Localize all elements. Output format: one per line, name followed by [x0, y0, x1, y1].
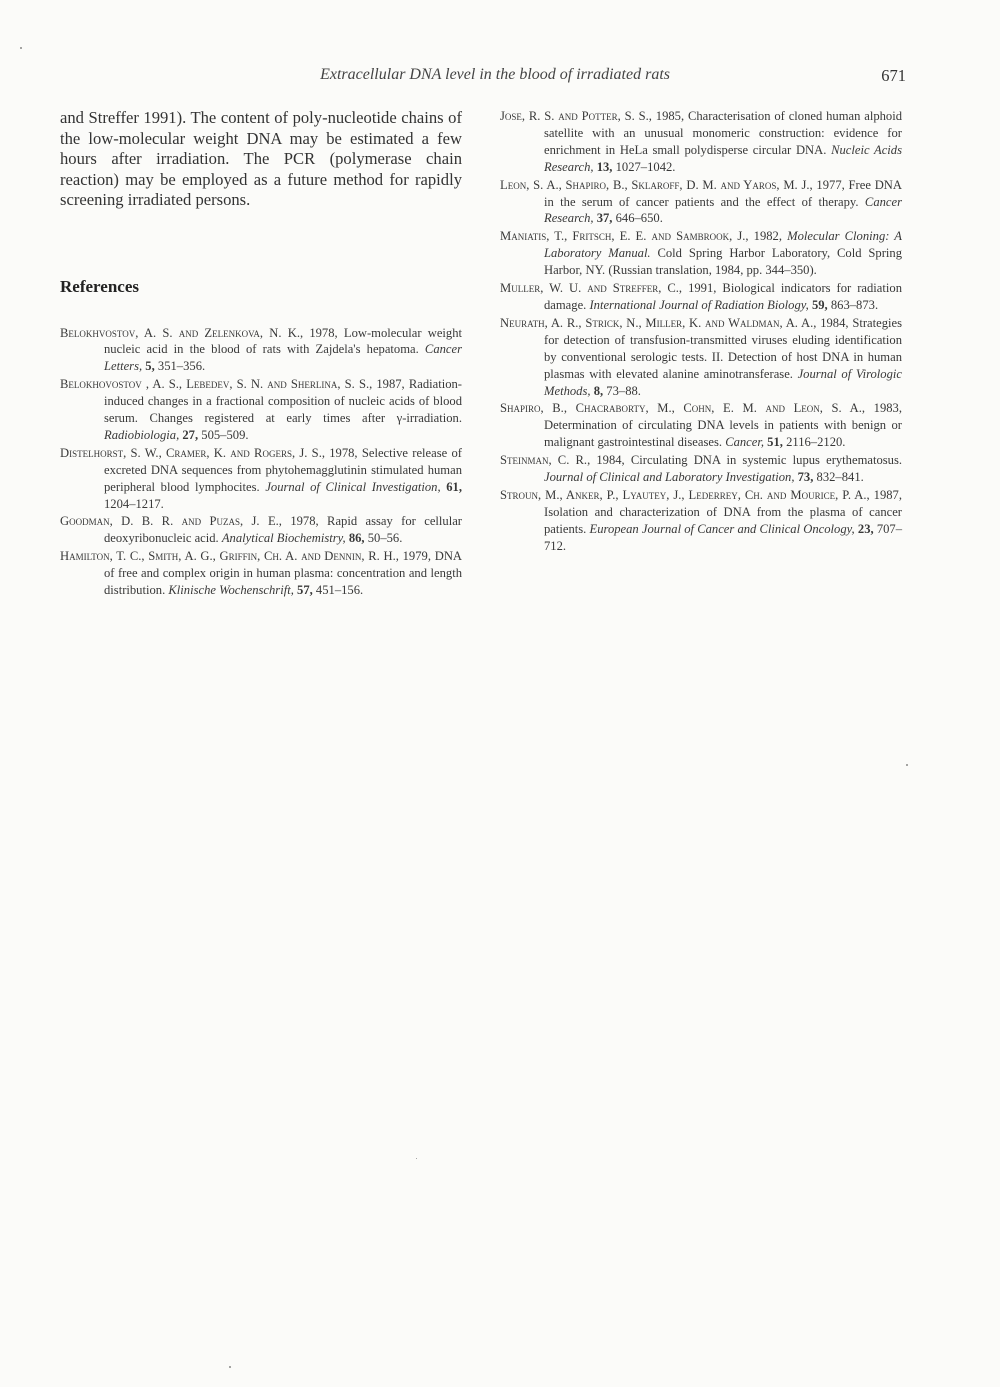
reference-journal: Nucleic Acids Research,	[544, 142, 902, 174]
reference-authors: Steinman, C. R., 1984,	[500, 453, 625, 468]
left-column	[60, 108, 462, 600]
reference-entry	[500, 177, 902, 228]
reference-pages: 646–650.	[615, 211, 663, 226]
reference-volume: 5,	[145, 359, 155, 374]
reference-authors: Jose, R. S. and Potter, S. S., 1985,	[500, 109, 685, 123]
reference-pages: 1204–1217.	[104, 496, 164, 511]
reference-title: Rapid assay for cellular deoxyribonucleic acid.	[104, 514, 462, 546]
reference-authors: Distelhorst, S. W., Cramer, K. and Rogers, J. S., 1978,	[60, 445, 358, 460]
page-number: 671	[881, 66, 906, 85]
reference-title: Free DNA in the serum of cancer patients and the effect of therapy.	[544, 177, 902, 209]
reference-title: Isolation and characterization of DNA from the plasma of cancer patients.	[544, 504, 902, 536]
reference-volume: 59,	[811, 297, 828, 312]
reference-volume: 8,	[593, 383, 604, 398]
reference-pages: 832–841.	[816, 470, 864, 485]
reference-journal: Journal of Virologic Methods,	[544, 366, 902, 398]
reference-pages: 863–873.	[830, 297, 879, 312]
reference-title: DNA of free and complex origin in human plasma: concentration and length distribution.	[104, 549, 463, 598]
reference-authors: Goodman, D. B. R. and Puzas, J. E., 1978,	[60, 514, 319, 529]
reference-pages: Cold Spring Harbor Laboratory, Cold Spring Harbor, NY. (Russian translation, 1984, pp. 344–350).	[544, 246, 902, 278]
reference-title: Biological indicators for radiation damage.	[544, 281, 902, 312]
reference-volume: 27,	[182, 427, 199, 442]
reference-volume: 23,	[857, 521, 874, 536]
reference-journal: Cancer Research,	[544, 194, 902, 226]
reference-title: Circulating DNA in systemic lupus erythematosus.	[630, 453, 902, 468]
reference-entry	[500, 280, 902, 314]
reference-entry	[500, 452, 902, 486]
reference-title: Radiation-induced changes in a fractional composition of nucleic acids of blood serum. Changes registered at early times after γ-irradiation.	[104, 377, 462, 426]
scan-speck	[229, 1366, 231, 1368]
reference-title: Determination of circulating DNA levels in patients with benign or malignant gastrointestinal diseases.	[544, 418, 902, 450]
reference-entry	[60, 445, 462, 513]
body-paragraph: and Streffer 1991). The content of poly-nucleotide chains of the low-molecular weight DNA may be estimated a few hours after irradiation. The PCR (polymerase chain reaction) may be employed as a future method for rapidly screening irradiated persons.	[60, 108, 462, 209]
reference-volume: 57,	[297, 583, 313, 598]
reference-title: Selective release of excreted DNA sequences from phytohemagglutinin stimulated human peripheral blood lymphocites.	[104, 445, 462, 494]
reference-journal: International Journal of Radiation Biology,	[589, 297, 809, 312]
reference-entry	[500, 228, 902, 279]
reference-journal: European Journal of Cancer and Clinical Oncology,	[589, 521, 855, 536]
reference-volume: 51,	[767, 435, 783, 450]
reference-pages: 505–509.	[201, 427, 249, 442]
reference-entry	[500, 400, 902, 451]
reference-journal: Klinische Wochenschrift,	[168, 583, 294, 598]
reference-authors: Belokhvostov, A. S. and Zelenkova, N. K., 1978,	[60, 325, 338, 340]
reference-pages: 351–356.	[157, 359, 206, 374]
references-heading: References	[60, 276, 139, 296]
reference-volume: 61,	[446, 479, 462, 494]
scan-speck	[906, 764, 908, 766]
reference-entry	[60, 325, 462, 376]
reference-entry	[60, 548, 462, 599]
reference-title: Low-molecular weight nucleic acid in the blood of rats with Zajdela's hepatoma.	[104, 325, 463, 357]
reference-authors: Shapiro, B., Chacraborty, M., Cohn, E. M. and Leon, S. A., 1983,	[500, 401, 902, 416]
scan-speck	[416, 1158, 417, 1159]
reference-journal: Analytical Biochemistry,	[221, 531, 346, 546]
references-list-right	[500, 108, 902, 555]
reference-authors: Belokhovostov , A. S., Lebedev, S. N. and Sherlina, S. S., 1987,	[60, 377, 405, 392]
reference-entry	[500, 315, 902, 400]
reference-journal: Journal of Clinical Investigation,	[265, 479, 441, 494]
reference-authors: Neurath, A. R., Strick, N., Miller, K. and Waldman, A. A., 1984,	[500, 315, 849, 330]
reference-volume: 86,	[348, 531, 365, 546]
reference-authors: Maniatis, T., Fritsch, E. E. and Sambrook, J., 1982,	[500, 229, 782, 244]
reference-title: Strategies for detection of transfusion-transmitted viruses eluding identification by conventional serologic tests. II. Detection of host DNA in human plasmas with elevated alanine aminotransferase.	[544, 315, 902, 381]
reference-entry	[60, 376, 462, 444]
reference-pages: 50–56.	[367, 531, 403, 546]
reference-journal: Molecular Cloning: A Laboratory Manual.	[544, 229, 902, 261]
reference-pages: 1027–1042.	[615, 159, 676, 174]
reference-entry	[500, 487, 902, 555]
reference-authors: Leon, S. A., Shapiro, B., Sklaroff, D. M. and Yaros, M. J., 1977,	[500, 177, 845, 192]
reference-volume: 73,	[797, 470, 814, 485]
reference-journal: Radiobiologia,	[104, 427, 180, 442]
reference-pages: 451–156.	[315, 583, 364, 598]
reference-authors: Stroun, M., Anker, P., Lyautey, J., Lederrey, Ch. and Mourice, P. A., 1987,	[500, 487, 902, 502]
reference-volume: 37,	[596, 211, 613, 226]
reference-title: Characterisation of cloned human alphoid satellite with an unusual monomeric construction: evidence for enrichment in HeLa small polydisperse circular DNA.	[544, 109, 903, 157]
reference-authors: Hamilton, T. C., Smith, A. G., Griffin, Ch. A. and Dennin, R. H., 1979,	[60, 549, 431, 564]
page-header	[60, 66, 906, 90]
references-list-left	[60, 325, 462, 600]
right-column	[500, 108, 902, 556]
running-head: Extracellular DNA level in the blood of irradiated rats	[320, 66, 670, 83]
scan-speck	[20, 47, 22, 49]
reference-volume: 13,	[596, 159, 613, 174]
reference-pages: 2116–2120.	[786, 435, 846, 450]
reference-entry	[500, 108, 902, 176]
reference-journal: Journal of Clinical and Laboratory Investigation,	[544, 470, 795, 485]
reference-pages: 707–712.	[544, 521, 903, 553]
reference-journal: Cancer,	[725, 435, 765, 450]
reference-journal: Cancer Letters,	[104, 342, 462, 374]
reference-authors: Muller, W. U. and Streffer, C., 1991,	[500, 281, 717, 296]
reference-entry	[60, 513, 462, 547]
reference-pages: 73–88.	[606, 383, 641, 398]
